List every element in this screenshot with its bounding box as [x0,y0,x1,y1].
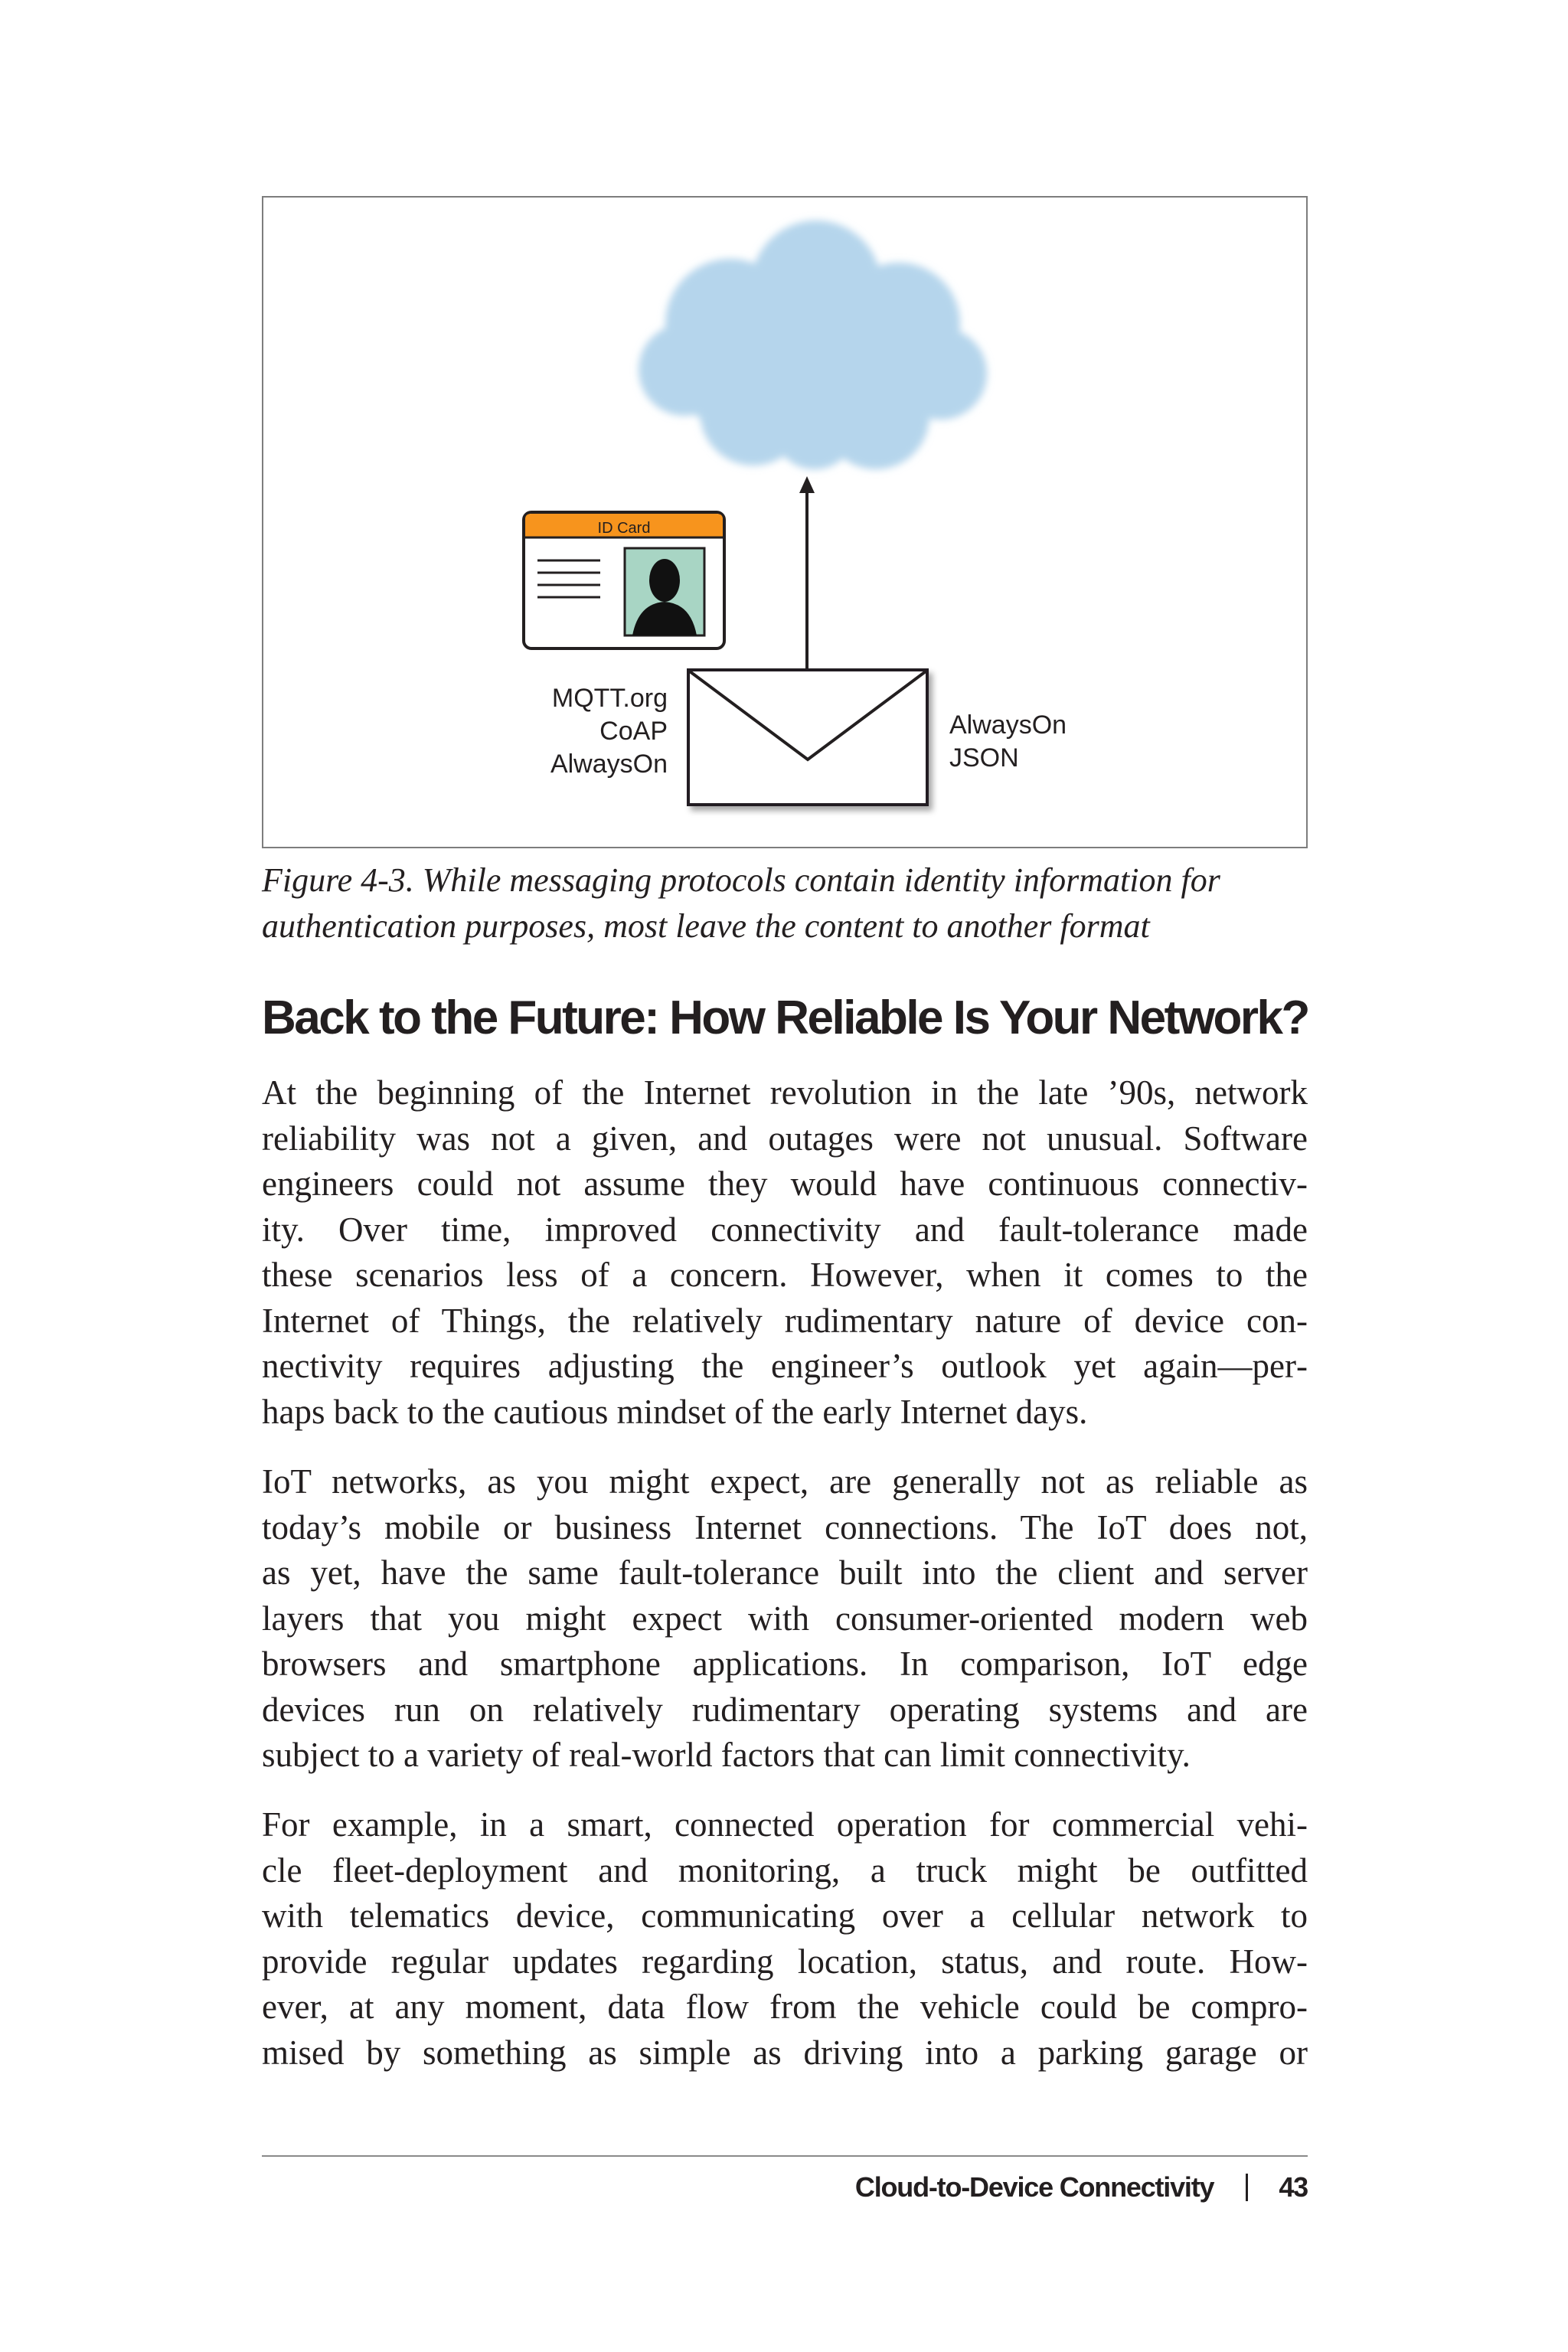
figure-caption [262,858,1308,949]
running-footer-title: Cloud-to-Device Connectivity [854,2171,1214,2203]
text-line: At the beginning of the Internet revolution in the late ’90s, network [262,1073,1308,1112]
text-line: engineers could not assume they would have continuous connectiv‐ [262,1165,1308,1203]
text-line: as yet, have the same fault-tolerance built into the client and server [262,1553,1308,1592]
text-line: cle fleet-deployment and monitoring, a truck might be outfitted [262,1851,1308,1890]
protocol-label: MQTT.org [551,684,668,713]
text-line: browsers and smartphone applications. In comparison, IoT edge [262,1645,1308,1683]
text-line: Internet of Things, the relatively rudimentary nature of device con‐ [262,1301,1308,1340]
figure-diagram [263,198,1309,850]
footer-rule [262,2155,1308,2157]
paragraph-3 [262,1802,1308,2076]
text-line: these scenarios less of a concern. However, when it comes to the [262,1256,1308,1294]
paragraph-2 [262,1459,1308,1779]
text-line: mised by something as simple as driving into a parking garage or [262,2033,1308,2072]
text-line: IoT networks, as you might expect, are generally not as reliable as [262,1462,1308,1501]
cloud-icon [639,220,987,469]
arrow-up-icon [799,476,815,668]
format-label: AlwaysOn [949,710,1067,740]
text-line: layers that you might expect with consumer-oriented modern web [262,1599,1308,1638]
page-footer [855,2168,1308,2207]
figure-4-3 [262,196,1308,848]
text-line: nectivity requires adjusting the engineer’s outlook yet again—per‐ [262,1347,1308,1385]
text-line: ity. Over time, improved connectivity and fault-tolerance made [262,1210,1308,1249]
text-line: subject to a variety of real-world factors that can limit connectivity. [262,1736,1191,1774]
text-line: devices run on relatively rudimentary operating systems and are [262,1690,1308,1729]
section-heading: Back to the Future: How Reliable Is Your Network? [262,991,1308,1044]
text-line: ever, at any moment, data flow from the vehicle could be compro‐ [262,1988,1308,2026]
footer-separator [1246,2174,1248,2201]
text-line: reliability was not a given, and outages were not unusual. Software [262,1119,1308,1158]
id-card-label: ID Card [597,520,651,537]
text-line: with telematics device, communicating over a cellular network to [262,1896,1308,1935]
protocol-label: CoAP [599,717,668,746]
paragraph-1 [262,1070,1308,1435]
protocol-label: AlwaysOn [550,750,668,779]
page-number: 43 [1279,2171,1308,2203]
caption-line: Figure 4-3. While messaging protocols contain identity information for [262,861,1220,899]
format-label: JSON [949,743,1019,773]
caption-line: authentication purposes, most leave the content to another format [262,907,1150,945]
text-line: haps back to the cautious mindset of the early Internet days. [262,1392,1088,1431]
text-line: For example, in a smart, connected operation for commercial vehi‐ [262,1805,1308,1844]
id-card-icon [524,512,724,648]
text-line: provide regular updates regarding location, status, and route. How‐ [262,1942,1308,1981]
envelope-icon [688,670,927,805]
text-line: today’s mobile or business Internet connections. The IoT does not, [262,1508,1308,1547]
